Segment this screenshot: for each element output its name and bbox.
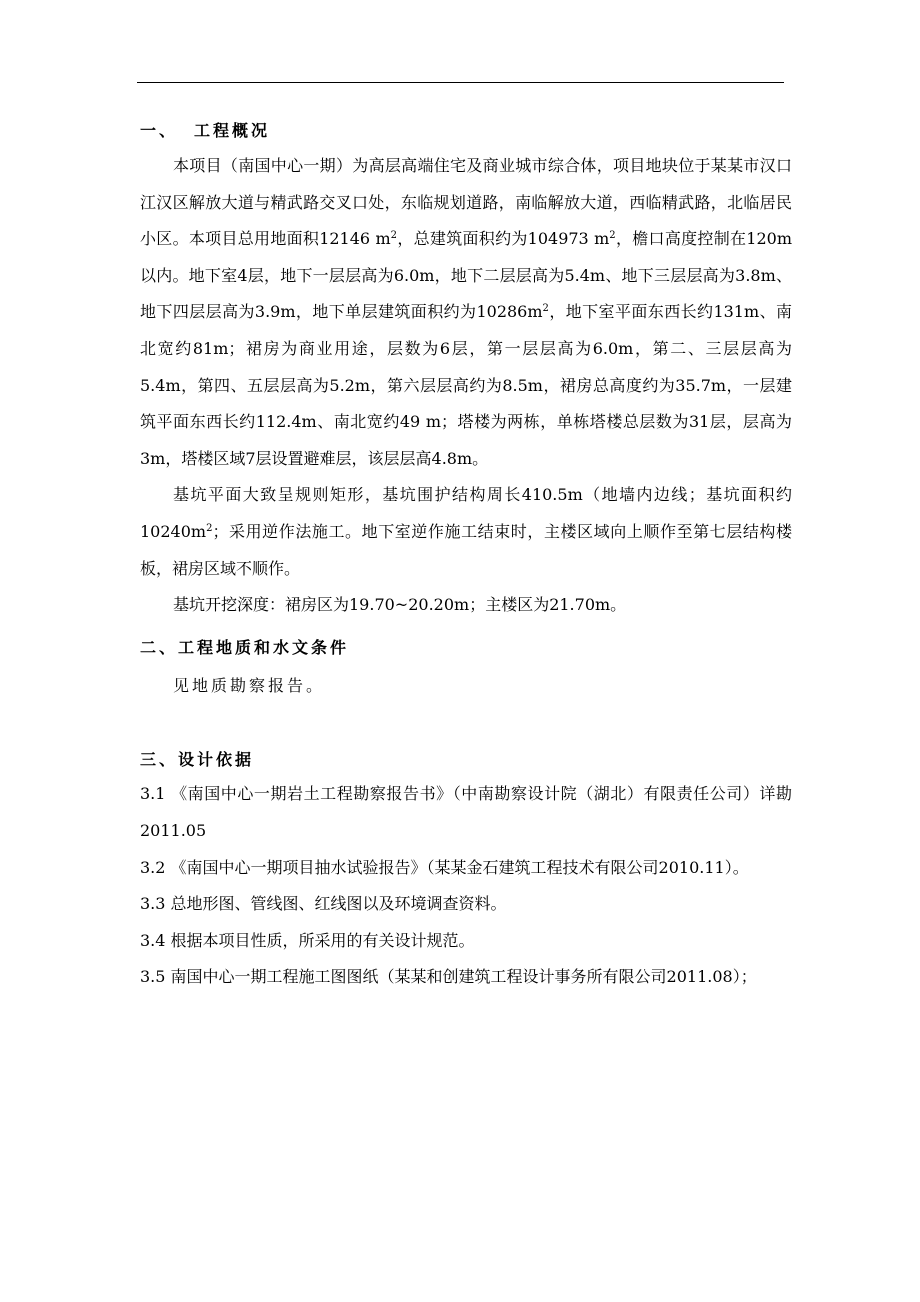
reference-item-3-3: 3.3 总地形图、管线图、红线图以及环境调查资料。 bbox=[140, 894, 507, 914]
section-2-heading: 二、工程地质和水文条件 bbox=[140, 637, 350, 657]
section-1-title: 工程概况 bbox=[194, 121, 271, 140]
reference-item-3-4: 3.4 根据本项目性质，所采用的有关设计规范。 bbox=[140, 930, 475, 950]
document-body bbox=[140, 110, 792, 996]
section-1-paragraph-2: 基坑平面大致呈规则矩形，基坑围护结构周长410.5m（地墙内边线；基坑面积约$10240m^2$；采用逆作法施工。地下室逆作施工结束时，主楼区域向上顺作至第七层结构楼板，裙房区域不顺作。 bbox=[140, 485, 792, 578]
section-3-heading: 三、设计依据 bbox=[140, 750, 255, 770]
section-1-number: 一、 bbox=[140, 121, 179, 140]
section-1-paragraph-1: 本项目（南国中心一期）为高层高端住宅及商业城市综合体，项目地块位于某某市汉口江汉区解放大道与精武路交叉口处，东临规划道路，南临解放大道，西临精武路，北临居民小区。本项目总用地面积12146 $m^2$，总建筑面积约为104973 $m^2$，檐口高度控制在120m以内。地下室4层，地下一层层高为6.0m，地下二层层高为5.4m、地下三层层高为3.8m、地下四层层高为3.9m，地下单层建筑面积约为$10286m^2$，地下室平面东西长约131m、南北宽约81m；裙房为商业用途，层数为6层，第一层层高为6.0m，第二、三层层高为5.4m，第四、五层层高为5.2m，第六层层高约为8.5m，裙房总高度约为35.7m，一层建筑平面东西长约112.4m、南北宽约49 m；塔楼为两栋，单栋塔楼总层数为31层，层高为3m，塔楼区域7层设置避难层，该层层高4.8m。 bbox=[140, 156, 792, 468]
reference-item-3-1: 3.1 《南国中心一期岩土工程勘察报告书》（中南勘察设计院（湖北）有限责任公司）详勘 2011.05 bbox=[140, 784, 792, 840]
reference-item-3-5: 3.5 南国中心一期工程施工图图纸（某某和创建筑工程设计事务所有限公司2011.08）； bbox=[140, 967, 757, 987]
header-rule bbox=[137, 82, 784, 83]
section-2-paragraph: 见地质勘察报告。 bbox=[173, 675, 326, 695]
reference-item-3-2: 3.2 《南国中心一期项目抽水试验报告》（某某金石建筑工程技术有限公司2010.11）。 bbox=[140, 857, 749, 877]
section-1-heading bbox=[140, 119, 792, 143]
section-1-paragraph-3: 基坑开挖深度：裙房区为19.70~20.20m；主楼区为21.70m。 bbox=[173, 595, 627, 615]
